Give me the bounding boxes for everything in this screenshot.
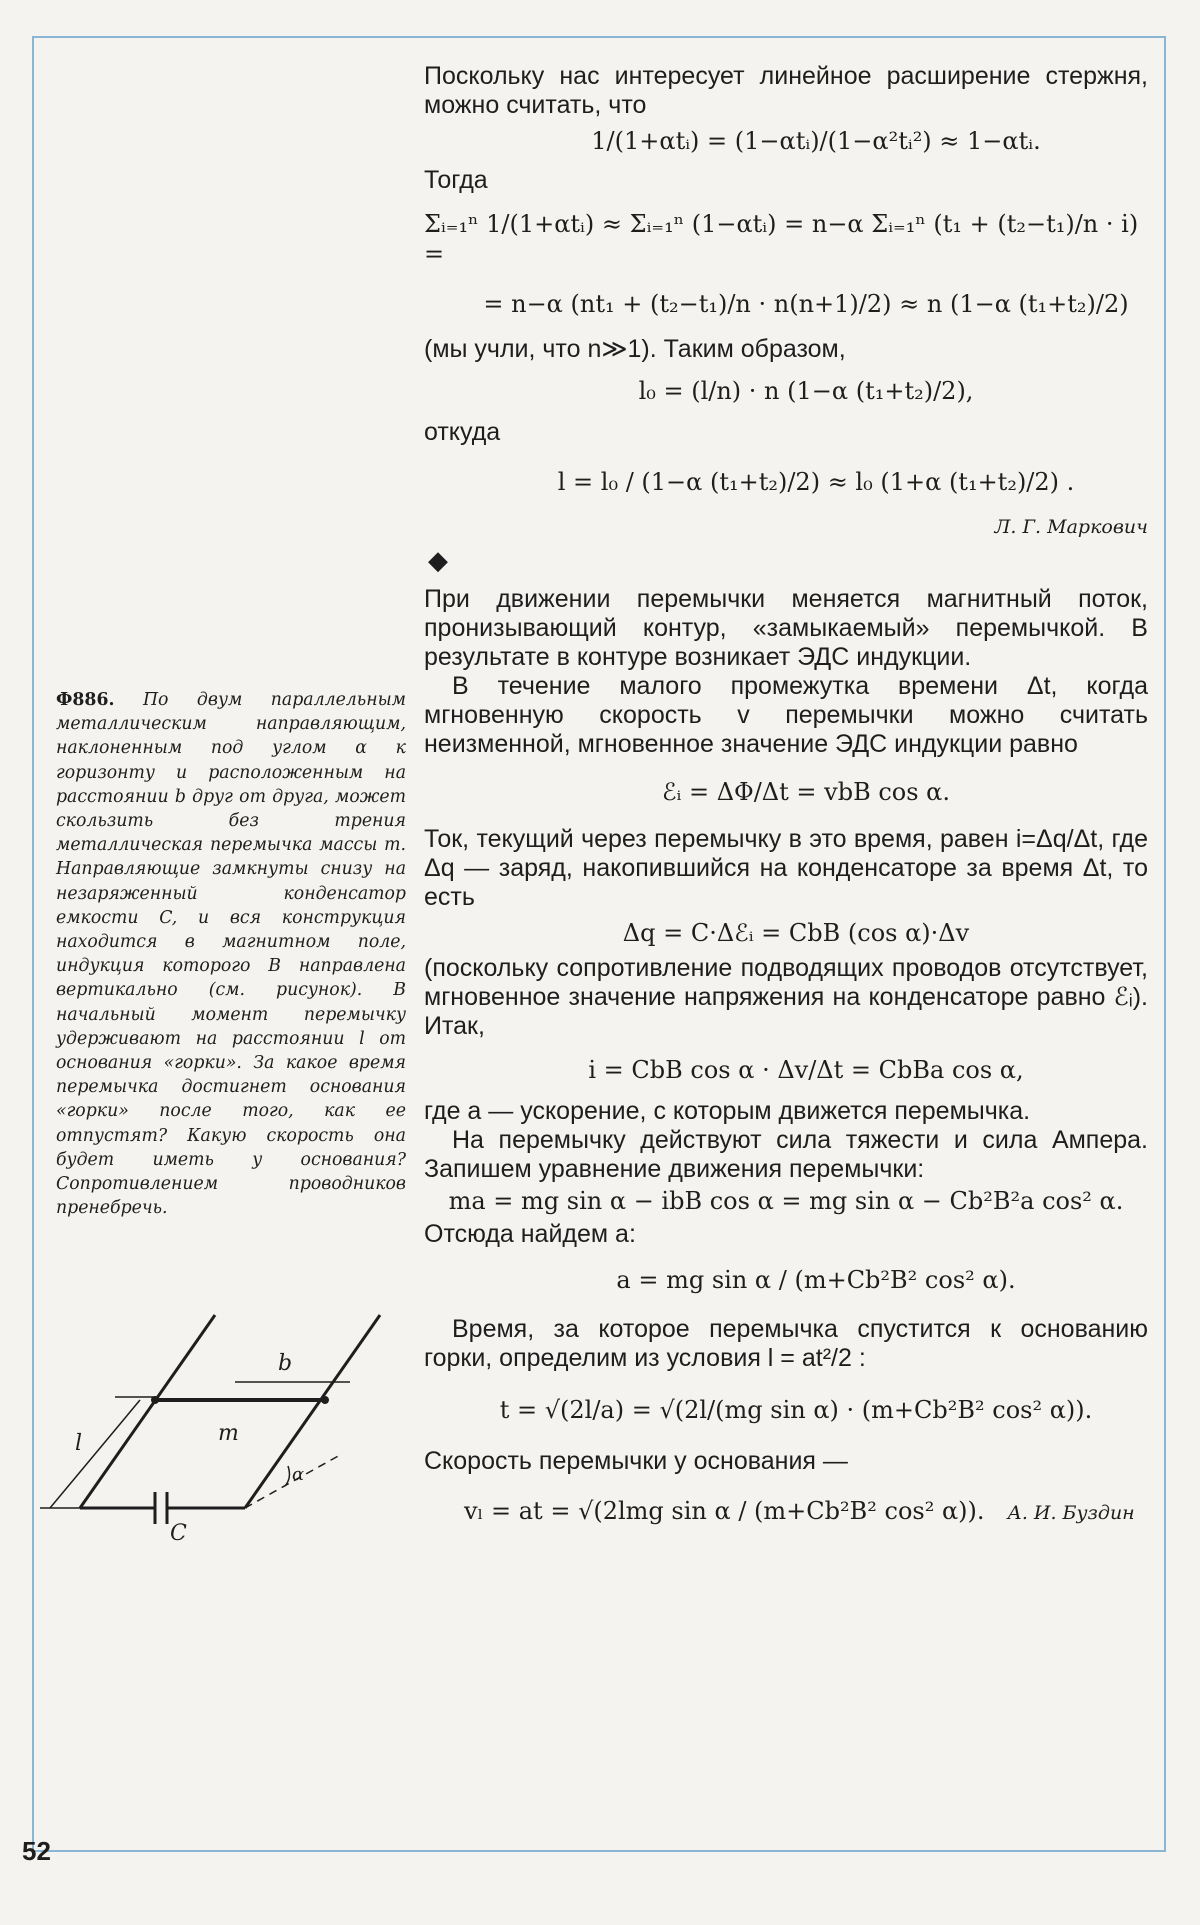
sol-p5: где a — ускорение, с которым движется перемычка. — [424, 1097, 1031, 1125]
sol-p4: (поскольку сопротивление подводящих проводов отсутствует, мгновенное значение напряжения на конденсаторе равно ℰᵢ). Итак, — [424, 954, 1148, 1040]
problem-statement — [56, 688, 406, 1220]
label-b: b — [278, 1351, 293, 1376]
prev-formula-1: 1/(1+αtᵢ) = (1−αtᵢ)/(1−α²tᵢ²) ≈ 1−αtᵢ. — [591, 127, 1041, 155]
prev-note: (мы учли, что n≫1). Таким образом, — [424, 335, 846, 363]
label-alpha: α — [292, 1464, 305, 1485]
sol-f2: Δq = C·Δℰᵢ = CbB (cos α)·Δv — [622, 919, 970, 947]
label-C: C — [170, 1521, 187, 1546]
diamond-marker: ◆ — [428, 545, 448, 575]
label-m: m — [218, 1421, 239, 1446]
sol-f1: ℰᵢ = ΔΦ/Δt = vbB cos α. — [661, 778, 951, 806]
prev-then: Тогда — [424, 166, 488, 194]
page-number: 52 — [22, 1836, 51, 1866]
sol-p9: Скорость перемычки у основания — — [424, 1447, 848, 1475]
problem-number: Ф886. — [56, 690, 115, 710]
sol-f4: ma = mg sin α − ibB cos α = mg sin α − Cb²B²a cos² α. — [448, 1187, 1124, 1215]
sol-p7: Отсюда найдем a: — [424, 1220, 636, 1248]
sol-p3: Ток, текущий через перемычку в это время, равен i=Δq/Δt, где Δq — заряд, накопившийся на конденсаторе за время Δt, то есть — [424, 825, 1148, 911]
prev-whence: откуда — [424, 418, 501, 446]
prev-formula-3: = n−α (nt₁ + (t₂−t₁)/n · n(n+1)/2) ≈ n (1−α (t₁+t₂)/2) — [483, 290, 1129, 318]
prev-formula-2: Σᵢ₌₁ⁿ 1/(1+αtᵢ) ≈ Σᵢ₌₁ⁿ (1−αtᵢ) = n−α Σᵢ₌₁ⁿ (t₁ + (t₂−t₁)/n · i) = — [424, 210, 1139, 268]
rails-diagram — [40, 1300, 400, 1550]
sol-f5: a = mg sin α / (m+Cb²B² cos² α). — [616, 1266, 1016, 1294]
contact-dot-left — [151, 1396, 159, 1404]
contact-dot-right — [321, 1396, 329, 1404]
sol-f6: t = √(2l/a) = √(2l/(mg sin α) · (m+Cb²B² cos² α)). — [499, 1396, 1093, 1424]
label-l: l — [75, 1431, 83, 1456]
sol-p2: В течение малого промежутка времени Δt, когда мгновенную скорость v перемычки можно считать неизменной, мгновенное значение ЭДС индукции равно — [424, 672, 1148, 758]
problem-text: По двум параллельным металлическим направляющим, наклоненным под углом α к горизонту и расположенным на расстоянии b друг от друга, может скользить без трения металлическая перемычка массы m. Направляющие замкнуты снизу на незаряженный конденсатор емкости C, и вся конструкция находится в магнитном поле, индукция которого B направлена вертикально (см. рисунок). В начальный момент перемычку удерживают на расстоянии l от основания «горки». За какое время перемычка достигнет основания «горки» после того, как ее отпустят? Какую скорость она будет иметь у основания? Сопротивлением проводников пренебречь. — [56, 690, 406, 1219]
main-column — [424, 62, 1148, 1528]
sol-f7 — [464, 1496, 1148, 1528]
alpha-arc — [285, 1466, 289, 1486]
sol-f7-text: vₗ = at = √(2lmg sin α / (m+Cb²B² cos² α)). — [464, 1497, 985, 1525]
prev-formula-5: l = l₀ / (1−α (t₁+t₂)/2) ≈ l₀ (1+α (t₁+t₂)/2) . — [557, 468, 1075, 496]
l-dimension-line — [50, 1400, 140, 1508]
sol-author: А. И. Буздин — [1007, 1502, 1135, 1524]
left-rail — [80, 1315, 215, 1508]
sol-p8: Время, за которое перемычка спустится к основанию горки, определим из условия l = at²/2 : — [424, 1315, 1148, 1372]
prev-formula-4: l₀ = (l/n) · n (1−α (t₁+t₂)/2), — [638, 377, 974, 405]
sol-p1: При движении перемычки меняется магнитный поток, пронизывающий контур, «замыкаемый» перемычкой. В результате в контуре возникает ЭДС индукции. — [424, 585, 1148, 671]
right-rail — [245, 1315, 380, 1508]
prev-intro: Поскольку нас интересует линейное расширение стержня, можно считать, что — [424, 62, 1148, 119]
sol-p6: На перемычку действуют сила тяжести и сила Ампера. Запишем уравнение движения перемычки: — [424, 1126, 1148, 1183]
sol-f3: i = CbB cos α · Δv/Δt = CbBa cos α, — [588, 1056, 1024, 1084]
prev-author: Л. Г. Маркович — [994, 516, 1148, 538]
